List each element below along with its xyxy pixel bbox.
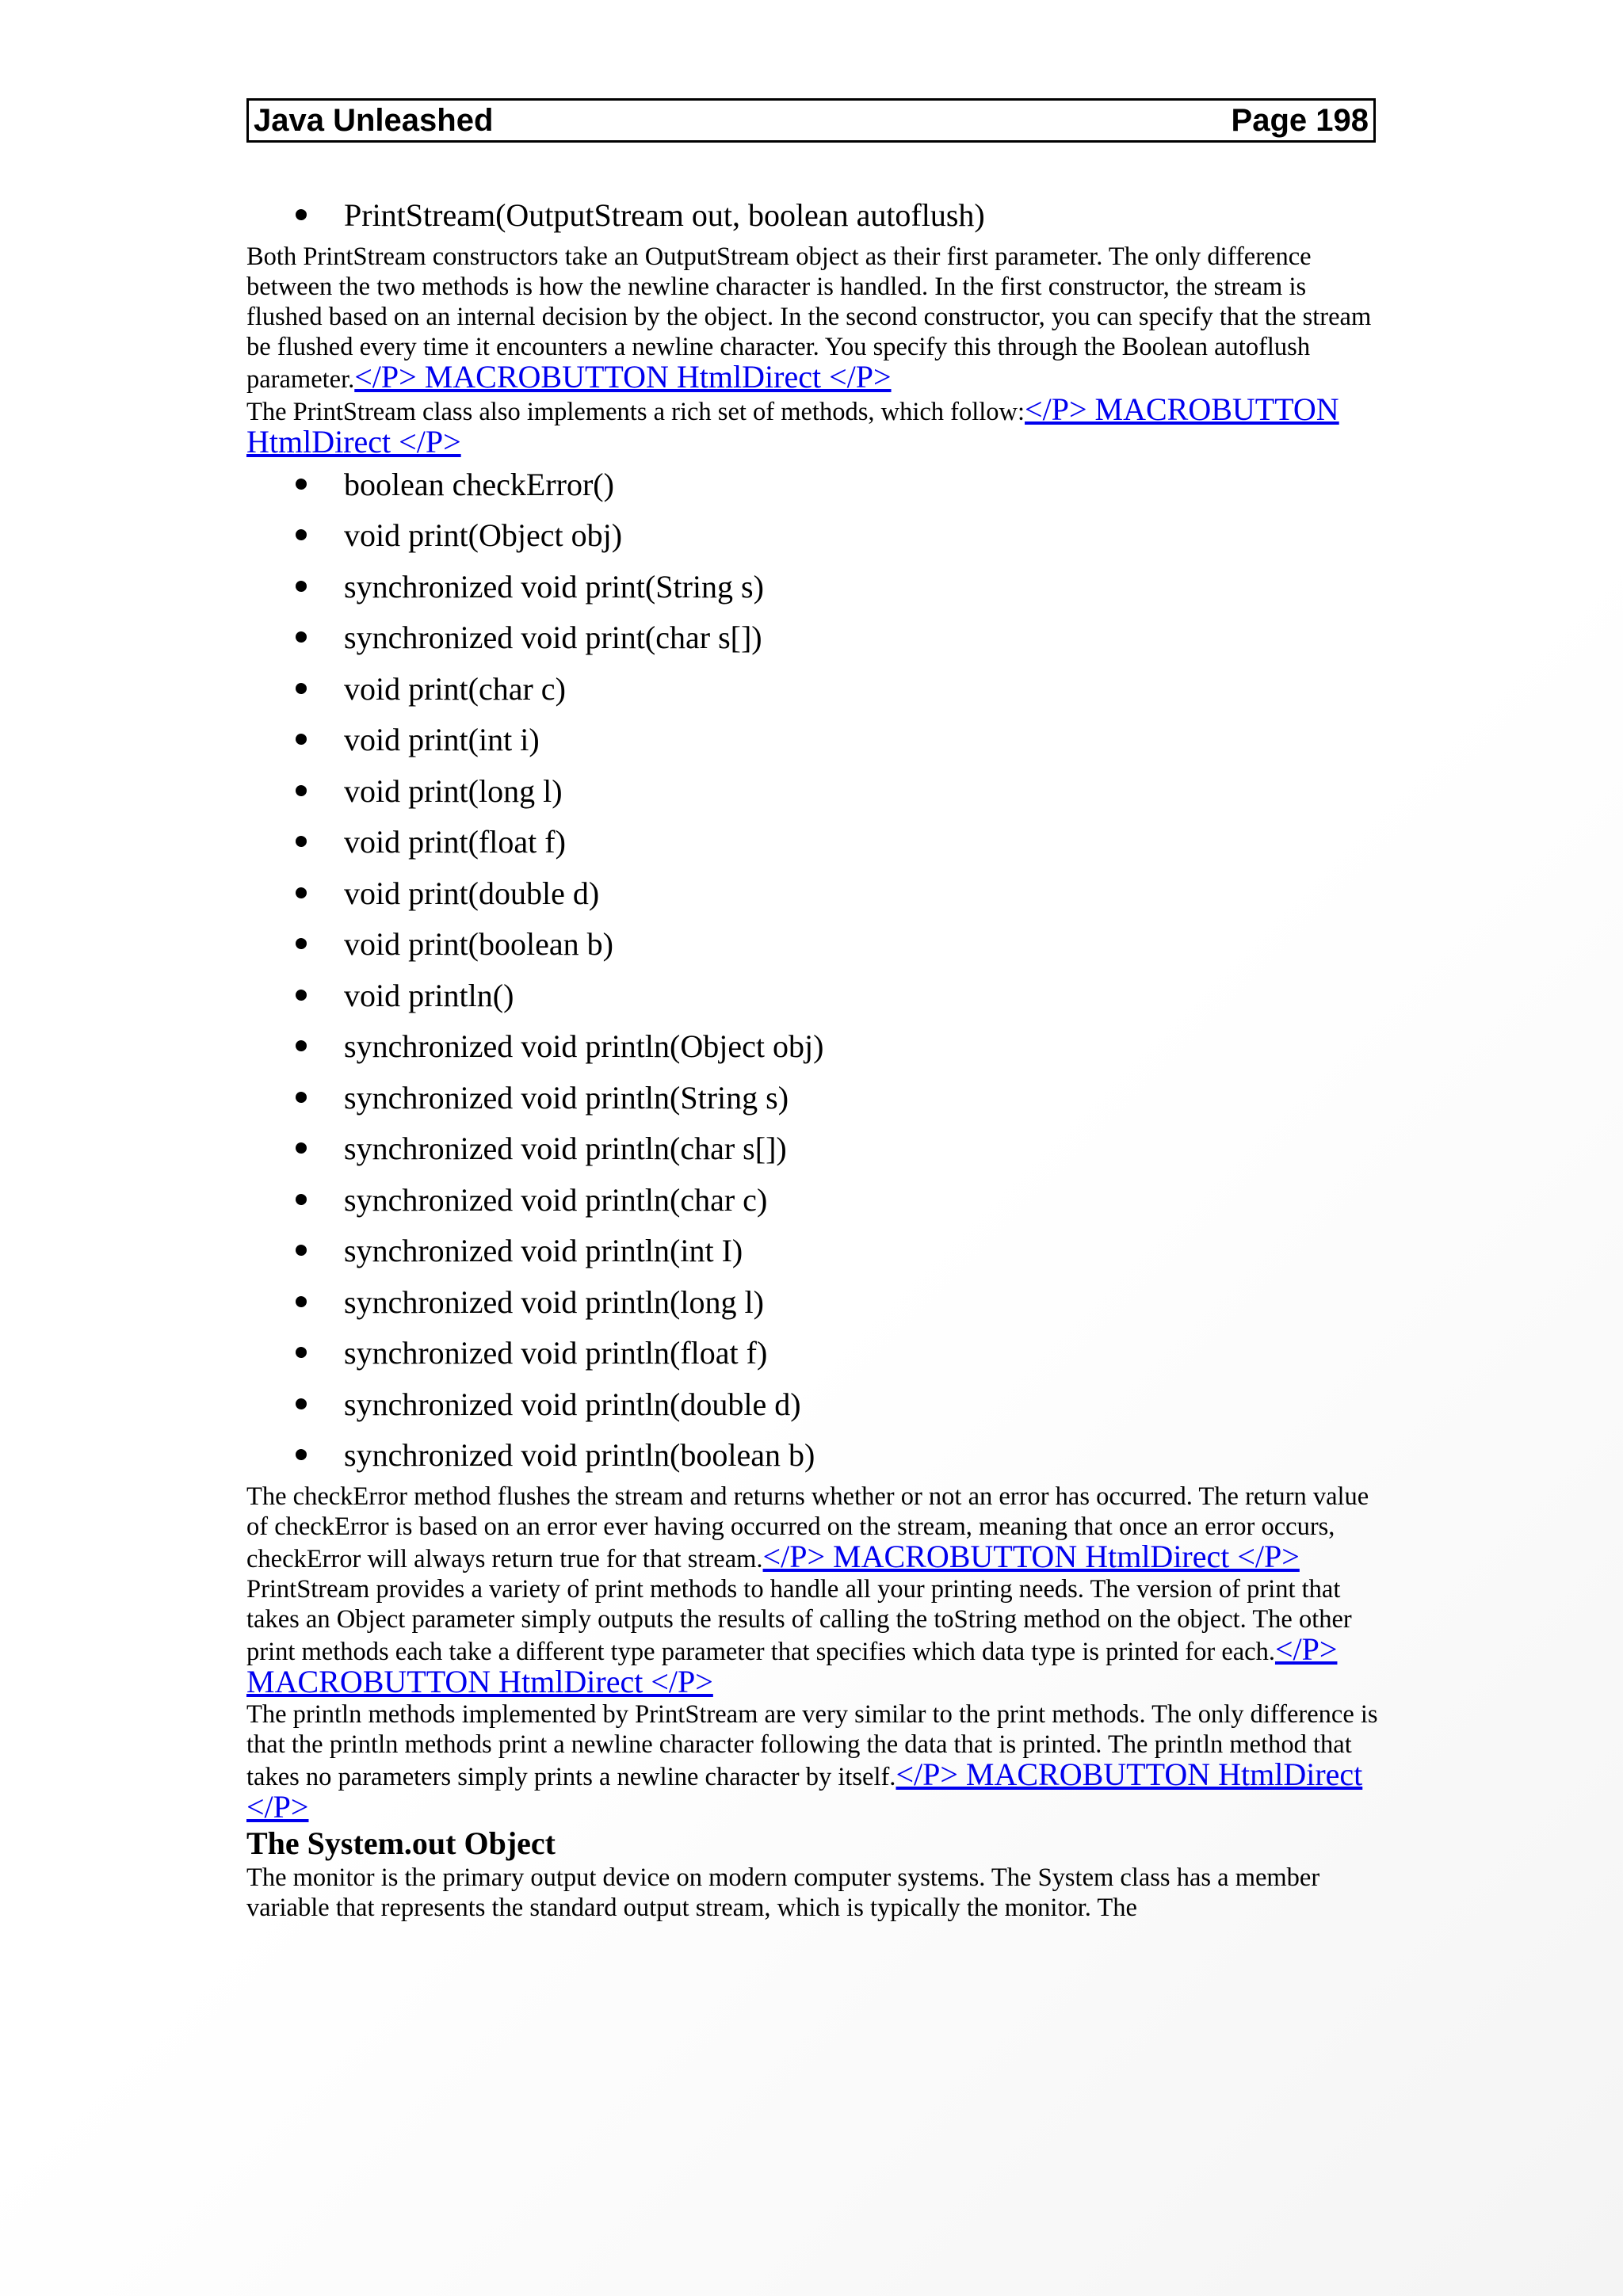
method-signature: synchronized void println(boolean b) [344, 1437, 815, 1473]
bullet-icon [296, 1142, 307, 1154]
method-signature: synchronized void println(float f) [344, 1335, 768, 1371]
bullet-icon [296, 1245, 307, 1256]
paragraph-constructors [246, 242, 1380, 395]
bullet-icon [296, 631, 307, 643]
method-list-item [246, 562, 1380, 613]
bullet-icon [296, 581, 307, 592]
method-list-item [246, 1277, 1380, 1329]
method-list-item [246, 971, 1380, 1022]
bullet-icon [296, 990, 307, 1001]
paragraph-text: PrintStream provides a variety of print methods to handle all your printing needs. The version of print that takes an Object parameter simply outputs the results of calling the toString method on the object. The other print methods each take a different type parameter that specifies which data type is printed for each. [246, 1574, 1352, 1666]
method-list-item [246, 510, 1380, 562]
method-signature: void println() [344, 977, 514, 1013]
method-list-item [246, 1226, 1380, 1277]
paragraph-println-methods [246, 1699, 1380, 1825]
paragraph-print-methods [246, 1574, 1380, 1699]
page-number: Page 198 [1231, 102, 1369, 138]
macrobutton-link[interactable]: </P> MACROBUTTON HtmlDirect </P> [246, 391, 1339, 460]
method-list-item [246, 868, 1380, 920]
bullet-icon [296, 1194, 307, 1205]
method-signature: boolean checkError() [344, 466, 614, 502]
bullet-icon [296, 1040, 307, 1051]
bullet-icon [296, 683, 307, 694]
page-header [246, 98, 1376, 143]
bullet-icon [296, 836, 307, 847]
bullet-icon [296, 529, 307, 540]
bullet-icon [296, 887, 307, 898]
method-list-item [246, 1021, 1380, 1073]
macrobutton-link[interactable]: </P> MACROBUTTON HtmlDirect </P> [354, 358, 892, 395]
paragraph-text: The println methods implemented by PrintStream are very similar to the print methods. The only difference is that the println methods print a newline character following the data that is printed. The println method that takes no parameters simply prints a newline character by itself. [246, 1699, 1378, 1791]
constructor-list [246, 190, 1380, 242]
method-list-item [246, 817, 1380, 868]
paragraph-checkerror [246, 1482, 1380, 1574]
method-signature: synchronized void print(String s) [344, 568, 764, 605]
section-heading: The System.out Object [246, 1825, 556, 1861]
method-signature: synchronized void println(int I) [344, 1233, 743, 1268]
method-signature: synchronized void println(char c) [344, 1181, 768, 1218]
page-content [246, 190, 1380, 1923]
book-title: Java Unleashed [254, 102, 494, 138]
method-signature: void print(Object obj) [344, 517, 623, 553]
method-signature: void print(int i) [344, 722, 540, 757]
method-list-item [246, 664, 1380, 715]
method-list-item [246, 1175, 1380, 1226]
method-signature: synchronized void println(long l) [344, 1283, 764, 1320]
paragraph-text: The monitor is the primary output device on modern computer systems. The System class has a member variable that represents the standard output stream, which is typically the monitor. The [246, 1863, 1320, 1922]
method-signature: void print(char c) [344, 670, 566, 707]
method-list-item [246, 766, 1380, 818]
method-signature: synchronized void println(Object obj) [344, 1028, 824, 1064]
macrobutton-link[interactable]: </P> MACROBUTTON HtmlDirect </P> [246, 1756, 1363, 1825]
paragraph-methods-intro [246, 391, 1380, 460]
method-signature: synchronized void println(char s[]) [344, 1131, 787, 1166]
method-list-item [246, 1430, 1380, 1482]
paragraph-text: Both PrintStream constructors take an OutputStream object as their first parameter. The only difference between the two methods is how the newline character is handled. In the first constructor, the stream is flushed based on an internal decision by the object. In the second constructor, you can specify that the stream be flushed every time it encounters a newline character. You specify this through the Boolean autoflush parameter. [246, 242, 1372, 394]
method-list-item [246, 1328, 1380, 1379]
method-signature: synchronized void println(double d) [344, 1386, 801, 1422]
method-list-item [246, 715, 1380, 766]
method-signature: void print(float f) [344, 824, 566, 860]
bullet-icon [296, 1347, 307, 1358]
method-list-item [246, 460, 1380, 511]
paragraph-text: The checkError method flushes the stream and returns whether or not an error has occurred. The return value of checkError is based on an error ever having occurred on the stream, meaning that once an error occurs, checkError will always return true for that stream. [246, 1482, 1369, 1573]
method-signature: void print(double d) [344, 875, 600, 911]
macrobutton-link[interactable]: </P> MACROBUTTON HtmlDirect </P> [246, 1630, 1338, 1699]
bullet-icon [296, 209, 307, 220]
bullet-icon [296, 1092, 307, 1103]
paragraph-text: The PrintStream class also implements a rich set of methods, which follow: [246, 397, 1025, 426]
method-list-item [246, 612, 1380, 664]
bullet-icon [296, 785, 307, 796]
method-signature: void print(boolean b) [344, 926, 613, 962]
paragraph-system-out [246, 1863, 1380, 1923]
bullet-icon [296, 938, 307, 949]
method-list-item [246, 1123, 1380, 1175]
method-signature: synchronized void println(String s) [344, 1079, 789, 1116]
method-list-item [246, 919, 1380, 971]
method-list-item [246, 1073, 1380, 1124]
bullet-icon [296, 1398, 307, 1409]
bullet-icon [296, 1296, 307, 1307]
method-list [246, 460, 1380, 1482]
list-item [246, 190, 1380, 242]
bullet-icon [296, 1449, 307, 1460]
method-list-item [246, 1379, 1380, 1431]
list-item-text: PrintStream(OutputStream out, boolean autoflush) [344, 197, 985, 233]
method-signature: void print(long l) [344, 772, 563, 809]
bullet-icon [296, 734, 307, 745]
bullet-icon [296, 479, 307, 490]
method-signature: synchronized void print(char s[]) [344, 620, 762, 655]
macrobutton-link[interactable]: </P> MACROBUTTON HtmlDirect </P> [762, 1538, 1300, 1574]
